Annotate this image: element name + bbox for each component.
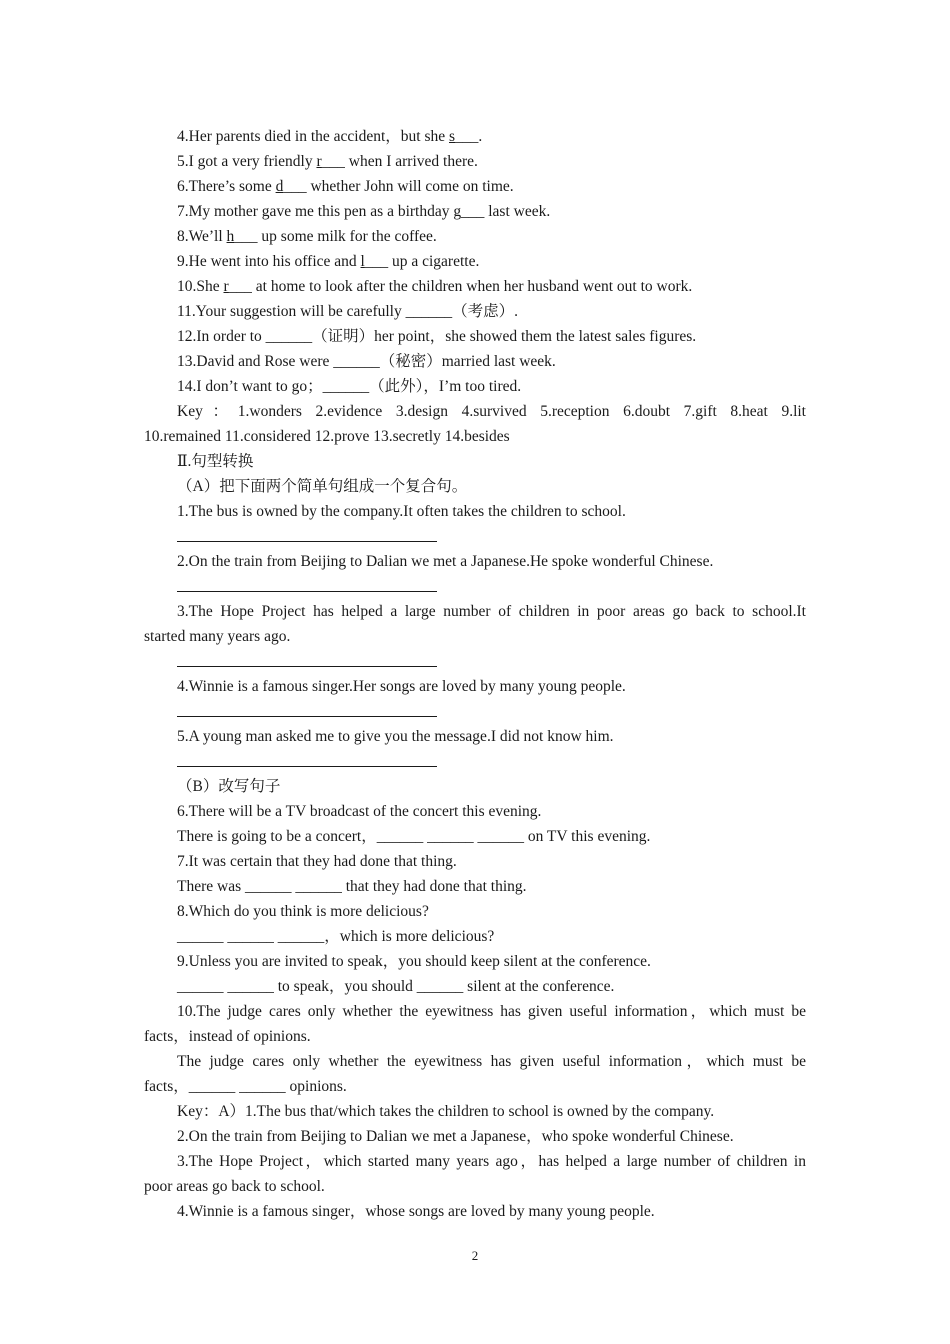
exercise-item-10: 10.She r___ at home to look after the children when her husband went out to work. xyxy=(177,278,693,295)
rewrite-b8: ______ ______ ______，which is more delicious? xyxy=(177,928,495,945)
answer-key-ii-a1: Key：A）1.The bus that/which takes the children to school is owned by the company. xyxy=(177,1103,715,1120)
answer-line xyxy=(177,699,437,717)
answer-blank-1[interactable] xyxy=(144,524,806,549)
answer-line xyxy=(177,749,437,767)
exercise-item-13: 13.David and Rose were ______（秘密）married last week. xyxy=(177,353,556,370)
question-a4: 4.Winnie is a famous singer.Her songs are loved by many young people. xyxy=(177,678,626,695)
answer-key-i-line1: Key：1.wonders 2.evidence 3.design 4.survived 5.reception 6.doubt 7.gift 8.heat 9.lit xyxy=(177,403,806,420)
page-content xyxy=(144,124,806,1224)
question-a3-line2: started many years ago. xyxy=(144,628,291,645)
exercise-item-5: 5.I got a very friendly r___ when I arrived there. xyxy=(177,153,478,170)
answer-key-i-line2: 10.remained 11.considered 12.prove 13.secretly 14.besides xyxy=(144,428,510,445)
answer-blank-3[interactable] xyxy=(144,649,806,674)
answer-line xyxy=(177,524,437,542)
question-a5: 5.A young man asked me to give you the message.I did not know him. xyxy=(177,728,614,745)
part-a-title: （A）把下面两个简单句组成一个复合句。 xyxy=(177,478,468,495)
answer-key-ii-a3-line1: 3.The Hope Project，which started many years ago，has helped a large number of children in xyxy=(177,1153,806,1170)
question-b10-line2: facts，instead of opinions. xyxy=(144,1028,311,1045)
question-b7: 7.It was certain that they had done that thing. xyxy=(177,853,457,870)
exercise-item-7: 7.My mother gave me this pen as a birthday g___ last week. xyxy=(177,203,551,220)
question-b9: 9.Unless you are invited to speak，you should keep silent at the conference. xyxy=(177,953,651,970)
rewrite-b6: There is going to be a concert，______ ______ ______ on TV this evening. xyxy=(177,828,651,845)
answer-blank-5[interactable] xyxy=(144,749,806,774)
answer-key-ii-a2: 2.On the train from Beijing to Dalian we met a Japanese，who spoke wonderful Chinese. xyxy=(177,1128,734,1145)
answer-blank-2[interactable] xyxy=(144,574,806,599)
rewrite-b10-line1: The judge cares only whether the eyewitness has given useful information，which must be xyxy=(177,1053,806,1070)
exercise-item-4: 4.Her parents died in the accident，but she s___. xyxy=(177,128,483,145)
answer-key-ii-a4: 4.Winnie is a famous singer，whose songs are loved by many young people. xyxy=(177,1203,655,1220)
answer-key-ii-a3-line2: poor areas go back to school. xyxy=(144,1178,325,1195)
exercise-item-8: 8.We’ll h___ up some milk for the coffee. xyxy=(177,228,437,245)
answer-line xyxy=(177,574,437,592)
question-b6: 6.There will be a TV broadcast of the concert this evening. xyxy=(177,803,542,820)
page-number: 2 xyxy=(471,1248,479,1263)
answer-blank-4[interactable] xyxy=(144,699,806,724)
part-b-title: （B）改写句子 xyxy=(177,778,281,795)
exercise-item-9: 9.He went into his office and l___ up a cigarette. xyxy=(177,253,480,270)
exercise-item-6: 6.There’s some d___ whether John will come on time. xyxy=(177,178,514,195)
section-ii-title: Ⅱ.句型转换 xyxy=(177,453,254,470)
question-b10-line1: 10.The judge cares only whether the eyewitness has given useful information，which must be xyxy=(177,1003,806,1020)
question-a1: 1.The bus is owned by the company.It often takes the children to school. xyxy=(177,503,626,520)
question-a2: 2.On the train from Beijing to Dalian we met a Japanese.He spoke wonderful Chinese. xyxy=(177,553,714,570)
answer-line xyxy=(177,649,437,667)
exercise-item-11: 11.Your suggestion will be carefully ______（考虑）. xyxy=(177,303,518,320)
exercise-item-12: 12.In order to ______（证明）her point，she showed them the latest sales figures. xyxy=(177,328,697,345)
rewrite-b7: There was ______ ______ that they had done that thing. xyxy=(177,878,527,895)
exercise-item-14: 14.I don’t want to go；______（此外），I’m too tired. xyxy=(177,378,522,395)
rewrite-b9: ______ ______ to speak，you should ______ silent at the conference. xyxy=(177,978,615,995)
rewrite-b10-line2: facts，______ ______ opinions. xyxy=(144,1078,347,1095)
question-a3-line1: 3.The Hope Project has helped a large number of children in poor areas go back to school.It xyxy=(177,603,806,620)
question-b8: 8.Which do you think is more delicious? xyxy=(177,903,429,920)
